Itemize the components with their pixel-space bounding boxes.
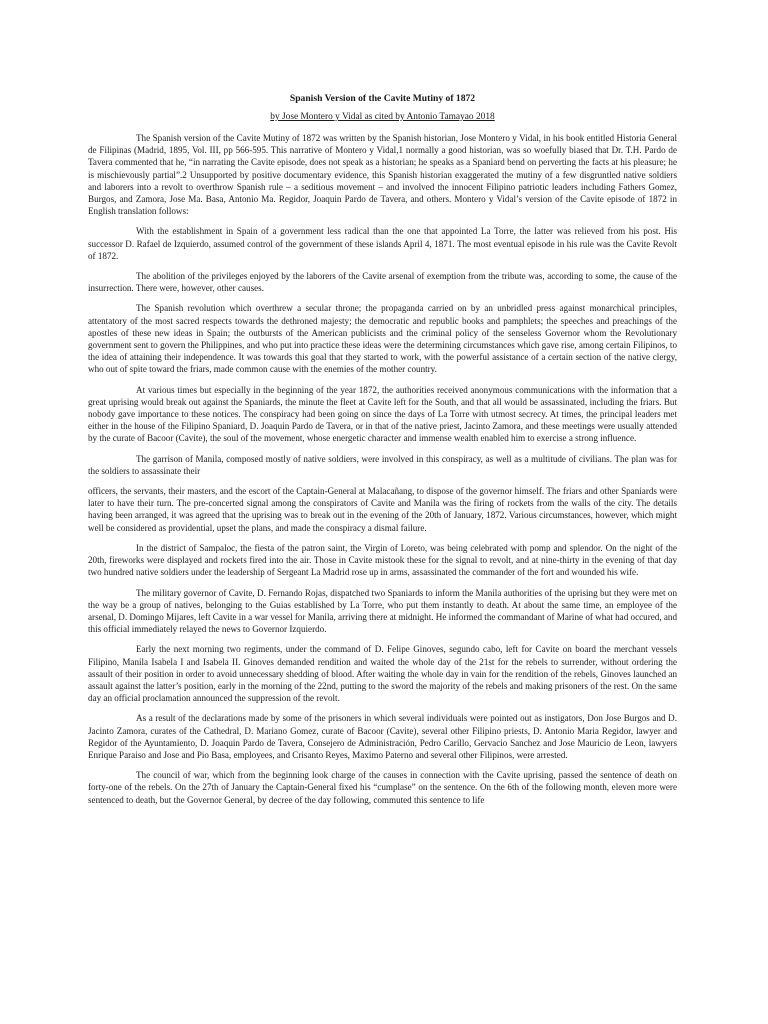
paragraph: At various times but especially in the beginning of the year 1872, the authorities received anonymous communications with the information that a great uprising would break out against the Spaniards, the minute the fleet at Cavite left for the South, and that all would be assassinated, including the friars. But nobody gave importance to these notices. The conspiracy had been going on since the days of La Torre with utmost secrecy. At times, the principal leaders met either in the house of the Filipino Spaniard, D. Joaquin Pardo de Tavera, or in that of the native priest, Jacinto Zamora, and these meetings were usually attended by the curate of Bacoor (Cavite), the soul of the movement, whose energetic character and immense wealth enabled him to exercise a strong influence.: [88, 384, 677, 444]
paragraph: The abolition of the privileges enjoyed by the laborers of the Cavite arsenal of exemption from the tribute was, according to some, the cause of the insurrection. There were, however, other causes.: [88, 271, 677, 294]
paragraph: The garrison of Manila, composed mostly of native soldiers, were involved in this conspiracy, as well as a multitude of civilians. The plan was for the soldiers to assassinate their: [88, 453, 677, 476]
document-subtitle: by Jose Montero y Vidal as cited by Antonio Tamayao 2018: [270, 112, 495, 122]
paragraph: Early the next morning two regiments, under the command of D. Felipe Ginoves, segundo cabo, left for Cavite on board the merchant vessels Filipino, Manila Isabela I and Isabela II. Ginoves demanded rendition and waited the whole day of the 21st for the rebels to surrender, without ordering the assault of their position in order to avoid unnecessary shedding of blood. After waiting the whole day in vain for the rendition of the rebels, Ginoves launched an assault against the latter’s position, early in the morning of the 22nd, putting to the sword the majority of the rebels and making prisoners of the rest. On the same day an official proclamation announced the suppression of the revolt.: [88, 644, 677, 704]
paragraph: The council of war, which from the beginning look charge of the causes in connection with the Cavite uprising, passed the sentence of death on forty-one of the rebels. On the 27th of January the Captain-General fixed his “cumplase” on the sentence. On the 6th of the following month, eleven more were sentenced to death, but the Governor General, by decree of the day following, commuted this sentence to life: [88, 770, 677, 805]
document-title: Spanish Version of the Cavite Mutiny of 1872: [289, 93, 476, 104]
paragraph: The military governor of Cavite, D. Fernando Rojas, dispatched two Spaniards to inform the Manila authorities of the uprising but they were met on the way be a group of natives, belonging to the Guias established by La Torre, who put them instantly to death. At about the same time, an employee of the arsenal, D. Domingo Mijares, left Cavite in a war vessel for Manila, arriving there at midnight. He informed the commandant of Marine of what had occured, and this official immediately relayed the news to Governor Izquierdo.: [88, 587, 677, 635]
paragraph: In the district of Sampaloc, the fiesta of the patron saint, the Virgin of Loreto, was being celebrated with pomp and splendor. On the night of the 20th, fireworks were displayed and rockets fired into the air. Those in Cavite mistook these for the signal to revolt, and at nine-thirty in the evening of that day two hundred native soldiers under the leadership of Sergeant La Madrid rose up in arms, assassinated the commander of the fort and wounded his wife.: [88, 542, 677, 578]
document-page: [88, 92, 677, 1024]
paragraph: The Spanish revolution which overthrew a secular throne; the propaganda carried on by an unbridled press against monarchical principles, attentatory of the most sacred respects towards the dethroned majesty; the democratic and republic books and pamphlets; the speeches and preachings of the apostles of these new ideas in Spain; the outbursts of the American publicists and the criminal policy of the senseless Governor whom the Revolutionary government sent to govern the Philippines, and who put into practice these ideas were the determining circumstances which gave rise, among certain Filipinos, to the idea of attaining their independence. It was towards this goal that they started to work, with the powerful assistance of a certain section of the native clergy, who out of spite toward the friars, made common cause with the enemies of the mother country.: [88, 303, 677, 375]
paragraph: With the establishment in Spain of a government less radical than the one that appointed La Torre, the latter was relieved from his post. His successor D. Rafael de Izquierdo, assumed control of the government of these islands April 4, 1871. The most eventual episode in his rule was the Cavite Revolt of 1872.: [88, 226, 677, 261]
paragraph: As a result of the declarations made by some of the prisoners in which several individuals were pointed out as instigators, Don Jose Burgos and D. Jacinto Zamora, curates of the Cathedral, D. Mariano Gomez, curate of Bacoor (Cavite), several other Filipino priests, D. Antonio Maria Regidor, lawyer and Regidor of the Ayuntamiento, D. Joaquin Pardo de Tavera, Consejero de Administración, Pedro Carillo, Gervacio Sanchez and Jose Mauricio de Leon, lawyers Enrique Paraiso and Jose and Pio Basa, employees, and Crisanto Reyes, Maximo Paterno and several other Filipinos, were arrested.: [88, 713, 677, 760]
paragraph-continuation: officers, the servants, their masters, and the escort of the Captain-General at Malacañang, to dispose of the governor himself. The friars and other Spaniards were later to have their turn. The pre-concerted signal among the conspirators of Cavite and Manila was the firing of rockets from the walls of the city. The details having been arranged, it was agreed that the uprising was to break out in the evening of the 20th of January, 1872. Various circumstances, however, which might well be considered as providential, upset the plans, and made the conspiracy a dismal failure.: [88, 486, 677, 533]
paragraph: The Spanish version of the Cavite Mutiny of 1872 was written by the Spanish historian, Jose Montero y Vidal, in his book entitled Historia General de Filipinas (Madrid, 1895, Vol. III, pp 566-595. This narrative of Montero y Vidal,1 normally a good historian, was so woefully biased that Dr. T.H. Pardo de Tavera commented that he, “in narrating the Cavite episode, does not speak as a historian; he speaks as a Spaniard bend on perverting the facts at his pleasure; he is mischievously partial”.2 Unsupported by positive documentary evidence, this Spanish historian exaggerated the mutiny of a few disgruntled native soldiers and laborers into a revolt to overthrow Spanish rule – a seditious movement – and involved the innocent Filipino patriotic leaders including Fathers Gomez, Burgos, and Zamora, Jose Ma. Basa, Antonio Ma. Regidor, Joaquin Pardo de Tavera, and others. Montero y Vidal’s version of the Cavite episode of 1872 in English translation follows:: [88, 133, 677, 217]
